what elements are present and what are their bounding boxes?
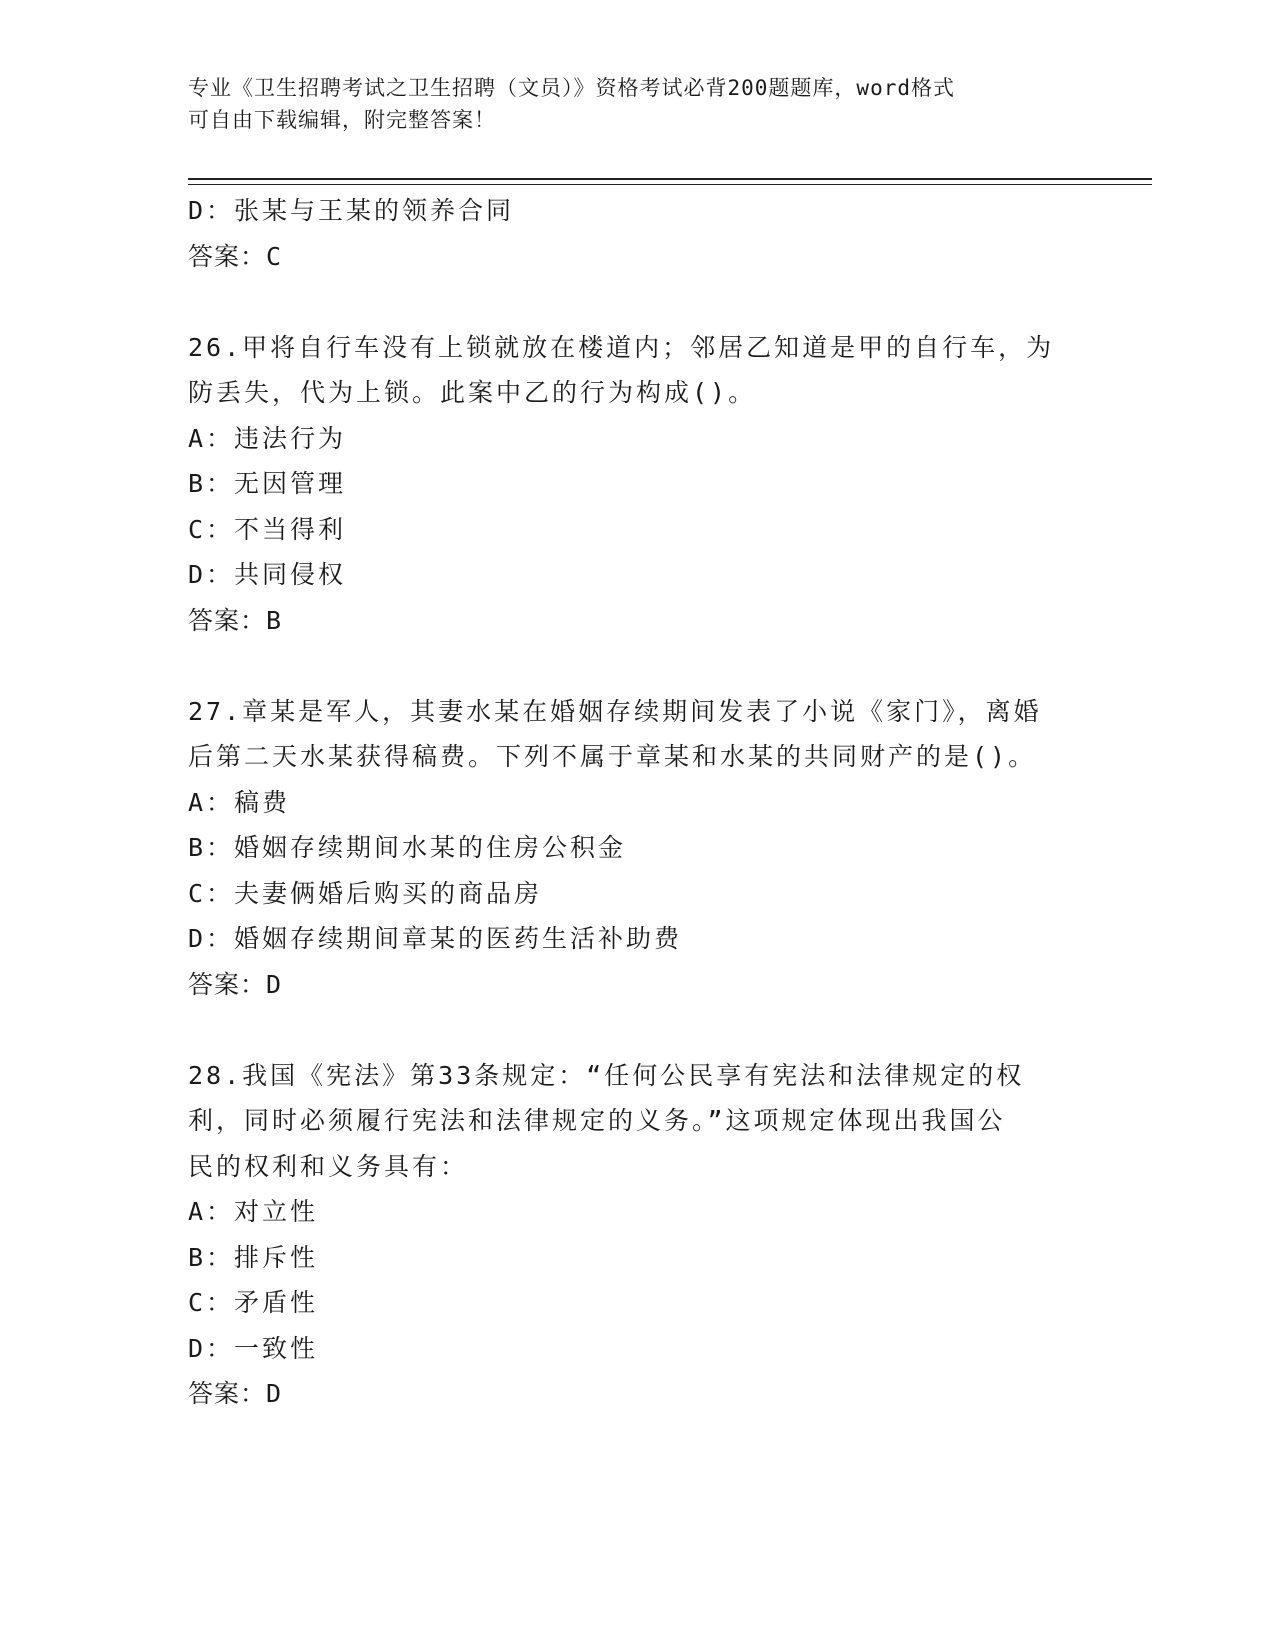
- document-header: [188, 72, 1088, 136]
- question-stem-line: 后第二天水某获得稿费。下列不属于章某和水某的共同财产的是()。: [188, 742, 1037, 771]
- option-d: D：张某与王某的领养合同: [188, 196, 515, 225]
- header-line-2: 可自由下载编辑，附完整答案！: [188, 108, 496, 132]
- option-c: C：夫妻俩婚后购买的商品房: [188, 878, 543, 908]
- question-27: [188, 689, 1088, 1008]
- question-stem-line: 防丢失，代为上锁。此案中乙的行为构成()。: [188, 378, 757, 407]
- option-b: B：排斥性: [188, 1242, 319, 1272]
- answer-line: 答案：D: [188, 969, 283, 999]
- question-stem-line: 27.章某是军人，其妻水某在婚姻存续期间发表了小说《家门》，离婚: [188, 696, 1042, 726]
- header-divider-thick: [188, 178, 1152, 180]
- option-d: D：共同侵权: [188, 560, 347, 589]
- option-d: D：婚姻存续期间章某的医药生活补助费: [188, 924, 683, 953]
- answer-line: 答案：D: [188, 1379, 283, 1408]
- answer-line: 答案：B: [188, 605, 283, 635]
- header-divider-thin: [188, 184, 1152, 185]
- question-stem-line: 28.我国《宪法》第33条规定：“任何公民享有宪法和法律规定的权: [188, 1060, 1025, 1090]
- question-stem-line: 26.甲将自行车没有上锁就放在楼道内；邻居乙知道是甲的自行车，为: [188, 332, 1055, 362]
- option-c: C：矛盾性: [188, 1288, 319, 1317]
- option-a: A：稿费: [188, 787, 291, 817]
- previous-question-tail: [188, 188, 1088, 279]
- question-28: [188, 1053, 1088, 1417]
- spacer: [188, 279, 1088, 325]
- spacer: [188, 1007, 1088, 1053]
- answer-line: 答案：C: [188, 241, 283, 271]
- header-line-1: 专业《卫生招聘考试之卫生招聘（文员）》资格考试必背200题题库，word格式: [188, 76, 955, 100]
- question-26: [188, 325, 1088, 644]
- spacer: [188, 643, 1088, 689]
- option-a: A：对立性: [188, 1197, 319, 1226]
- question-stem-line: 民的权利和义务具有：: [188, 1151, 469, 1181]
- option-b: B：婚姻存续期间水某的住房公积金: [188, 833, 627, 862]
- option-d: D：一致性: [188, 1333, 319, 1363]
- document-body: [188, 188, 1088, 1417]
- option-a: A：违法行为: [188, 423, 347, 453]
- option-b: B：无因管理: [188, 469, 347, 498]
- option-c: C：不当得利: [188, 514, 347, 544]
- question-stem-line: 利，同时必须履行宪法和法律规定的义务。”这项规定体现出我国公: [188, 1106, 1006, 1135]
